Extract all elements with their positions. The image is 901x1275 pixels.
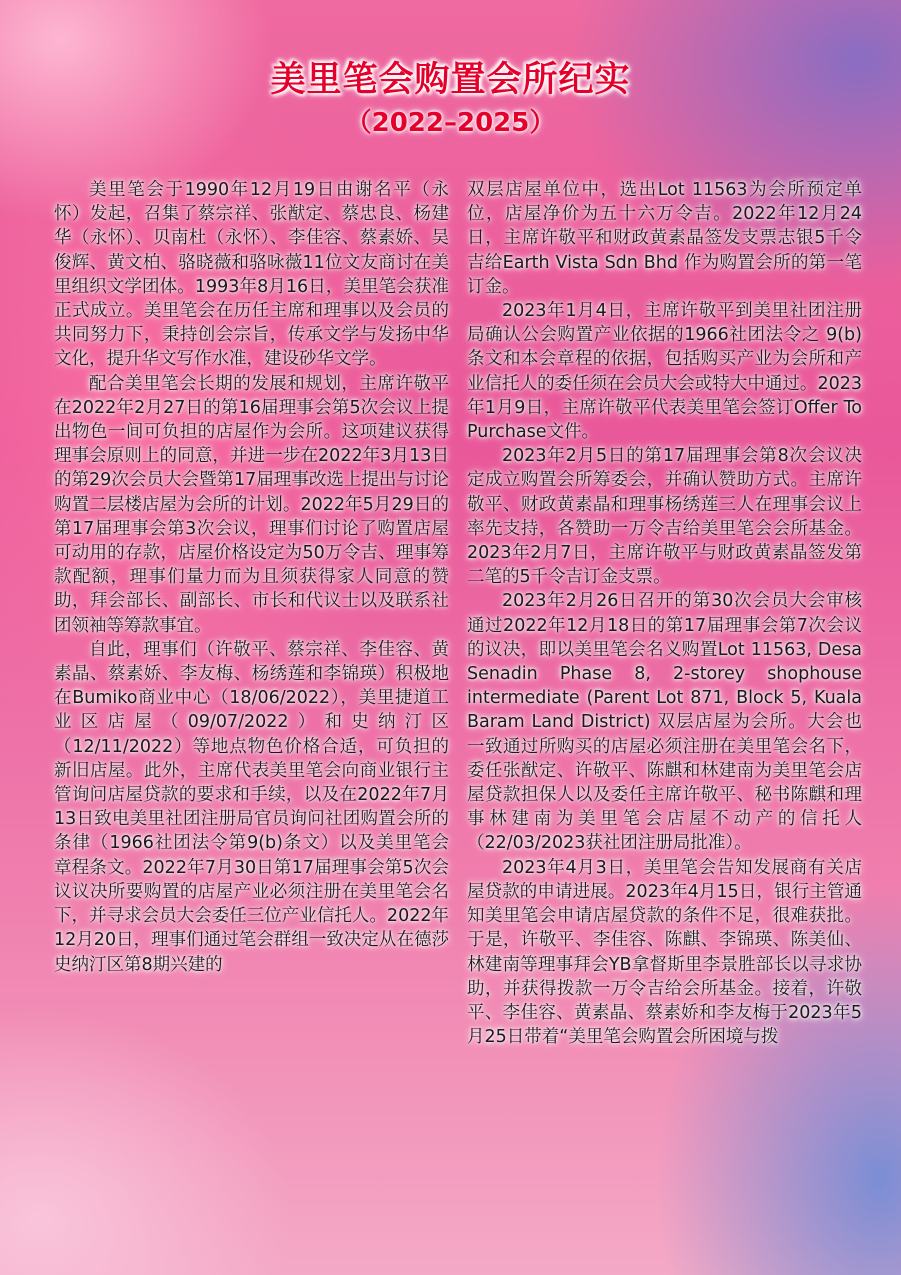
paragraph-continuation: 双层店屋单位中，选出Lot 11563为会所预定单位，店屋净价为五十六万令吉。2022年12月24日，主席许敬平和财政黄素晶签发支票志银5千令吉给Earth Vista Sdn Bhd 作为购置会所的第一笔订金。 (467, 180, 862, 297)
page-title: 美里笔会购置会所纪实 (270, 60, 631, 100)
paragraph: 自此，理事们（许敬平、蔡宗祥、李佳容、黄素晶、蔡素娇、李友梅、杨绣莲和李锦瑛）积极地在Bumiko商业中心（18/06/2022），美里捷道工业区店屋（09/07/2022）和史纳汀区（12/11/2022）等地点物色价格合适，可负担的新旧店屋。此外，主席代表美里笔会向商业银行主管询问店屋贷款的要求和手续，以及在2022年7月13日致电美里社团注册局官员询问社团购置会所的条律（1966社团法令第9(b)条文）以及美里笔会章程条文。2022年7月30日第17届理事会第5次会议议决所要购置的店屋产业必须注册在美里笔会名下，并寻求会员大会委任三位产业信托人。2022年12月20日，理事们通过笔会群组一致决定从在德莎史纳汀区第8期兴建的 (54, 639, 449, 975)
paragraph: 2023年2月5日的第17届理事会第8次会议决定成立购置会所筹委会，并确认赞助方式。主席许敬平、财政黄素晶和理事杨绣莲三人在理事会议上率先支持，各赞助一万令吉给美里笔会会所基金。2023年2月7日，主席许敬平与财政黄素晶签发第二笔的5千令吉订金支票。 (467, 446, 862, 588)
paragraph: 美里笔会于1990年12月19日由谢名平（永怀）发起，召集了蔡宗祥、张猷定、蔡忠良、杨建华（永怀）、贝南杜（永怀）、李佳容、蔡素娇、吴俊辉、黄文柏、骆晓薇和骆咏薇11位文友商讨在美里组织文学团体。1993年8月16日，美里笔会获准正式成立。美里笔会在历任主席和理事以及会员的共同努力下，秉持创会宗旨，传承文学与发扬中华文化，提升华文写作水准，建设砂华文学。 (54, 180, 449, 370)
paragraph: 2023年1月4日，主席许敬平到美里社团注册局确认公会购置产业依据的1966社团法令之 9(b) 条文和本会章程的依据，包括购买产业为会所和产业信托人的委任须在会员大会或特大中通过。2023年1月9日，主席许敬平代表美里笔会签订Offer To Purchase文件。 (467, 301, 862, 443)
paragraph: 配合美里笔会长期的发展和规划，主席许敬平在2022年2月27日的第16届理事会第5次会议上提出物色一间可负担的店屋作为会所。这项建议获得理事会原则上的同意，并进一步在2022年3月13日的第29次会员大会暨第17届理事改选上提出与讨论购置二层楼店屋为会所的计划。2022年5月29日的第17届理事会第3次会议，理事们讨论了购置店屋可动用的存款，店屋价格设定为50万令吉、理事筹款配额，理事们量力而为且须获得家人同意的赞助，拜会部长、副部长、市长和代议士以及联系社团领袖等筹款事宜。 (54, 373, 449, 636)
paragraph: 2023年4月3日，美里笔会告知发展商有关店屋贷款的申请进展。2023年4月15日，银行主管通知美里笔会申请店屋贷款的条件不足，很难获批。于是，许敬平、李佳容、陈麒、李锦瑛、陈美仙、林建南等理事拜会YB拿督斯里李景胜部长以寻求协助，并获得拨款一万令吉给会所基金。接着，许敬平、李佳容、黄素晶、蔡素娇和李友梅于2023年5月25日带着“美里笔会购置会所困境与拨 (467, 857, 862, 1048)
page-subtitle: （2022–2025） (345, 108, 556, 138)
header (0, 58, 901, 140)
left-column (54, 178, 449, 977)
right-column (467, 178, 862, 1049)
paragraph: 2023年2月26日召开的第30次会员大会审核通过2022年12月18日的第17届理事会第7次会议的议决，即以美里笔会名义购置Lot 11563, Desa Senadin Phase 8, 2-storey shophouse intermediate (Parent Lot 871, Block 5, Kuala Baram Land District) 双层店屋为会所。大会也一致通过所购买的店屋必须注册在美里笔会名下，委任张猷定、许敬平、陈麒和林建南为美里笔会店屋贷款担保人以及委任主席许敬平、秘书陈麒和理事林建南为美里笔会店屋不动产的信托人（22/03/2023获社团注册局批准）。 (467, 591, 862, 854)
